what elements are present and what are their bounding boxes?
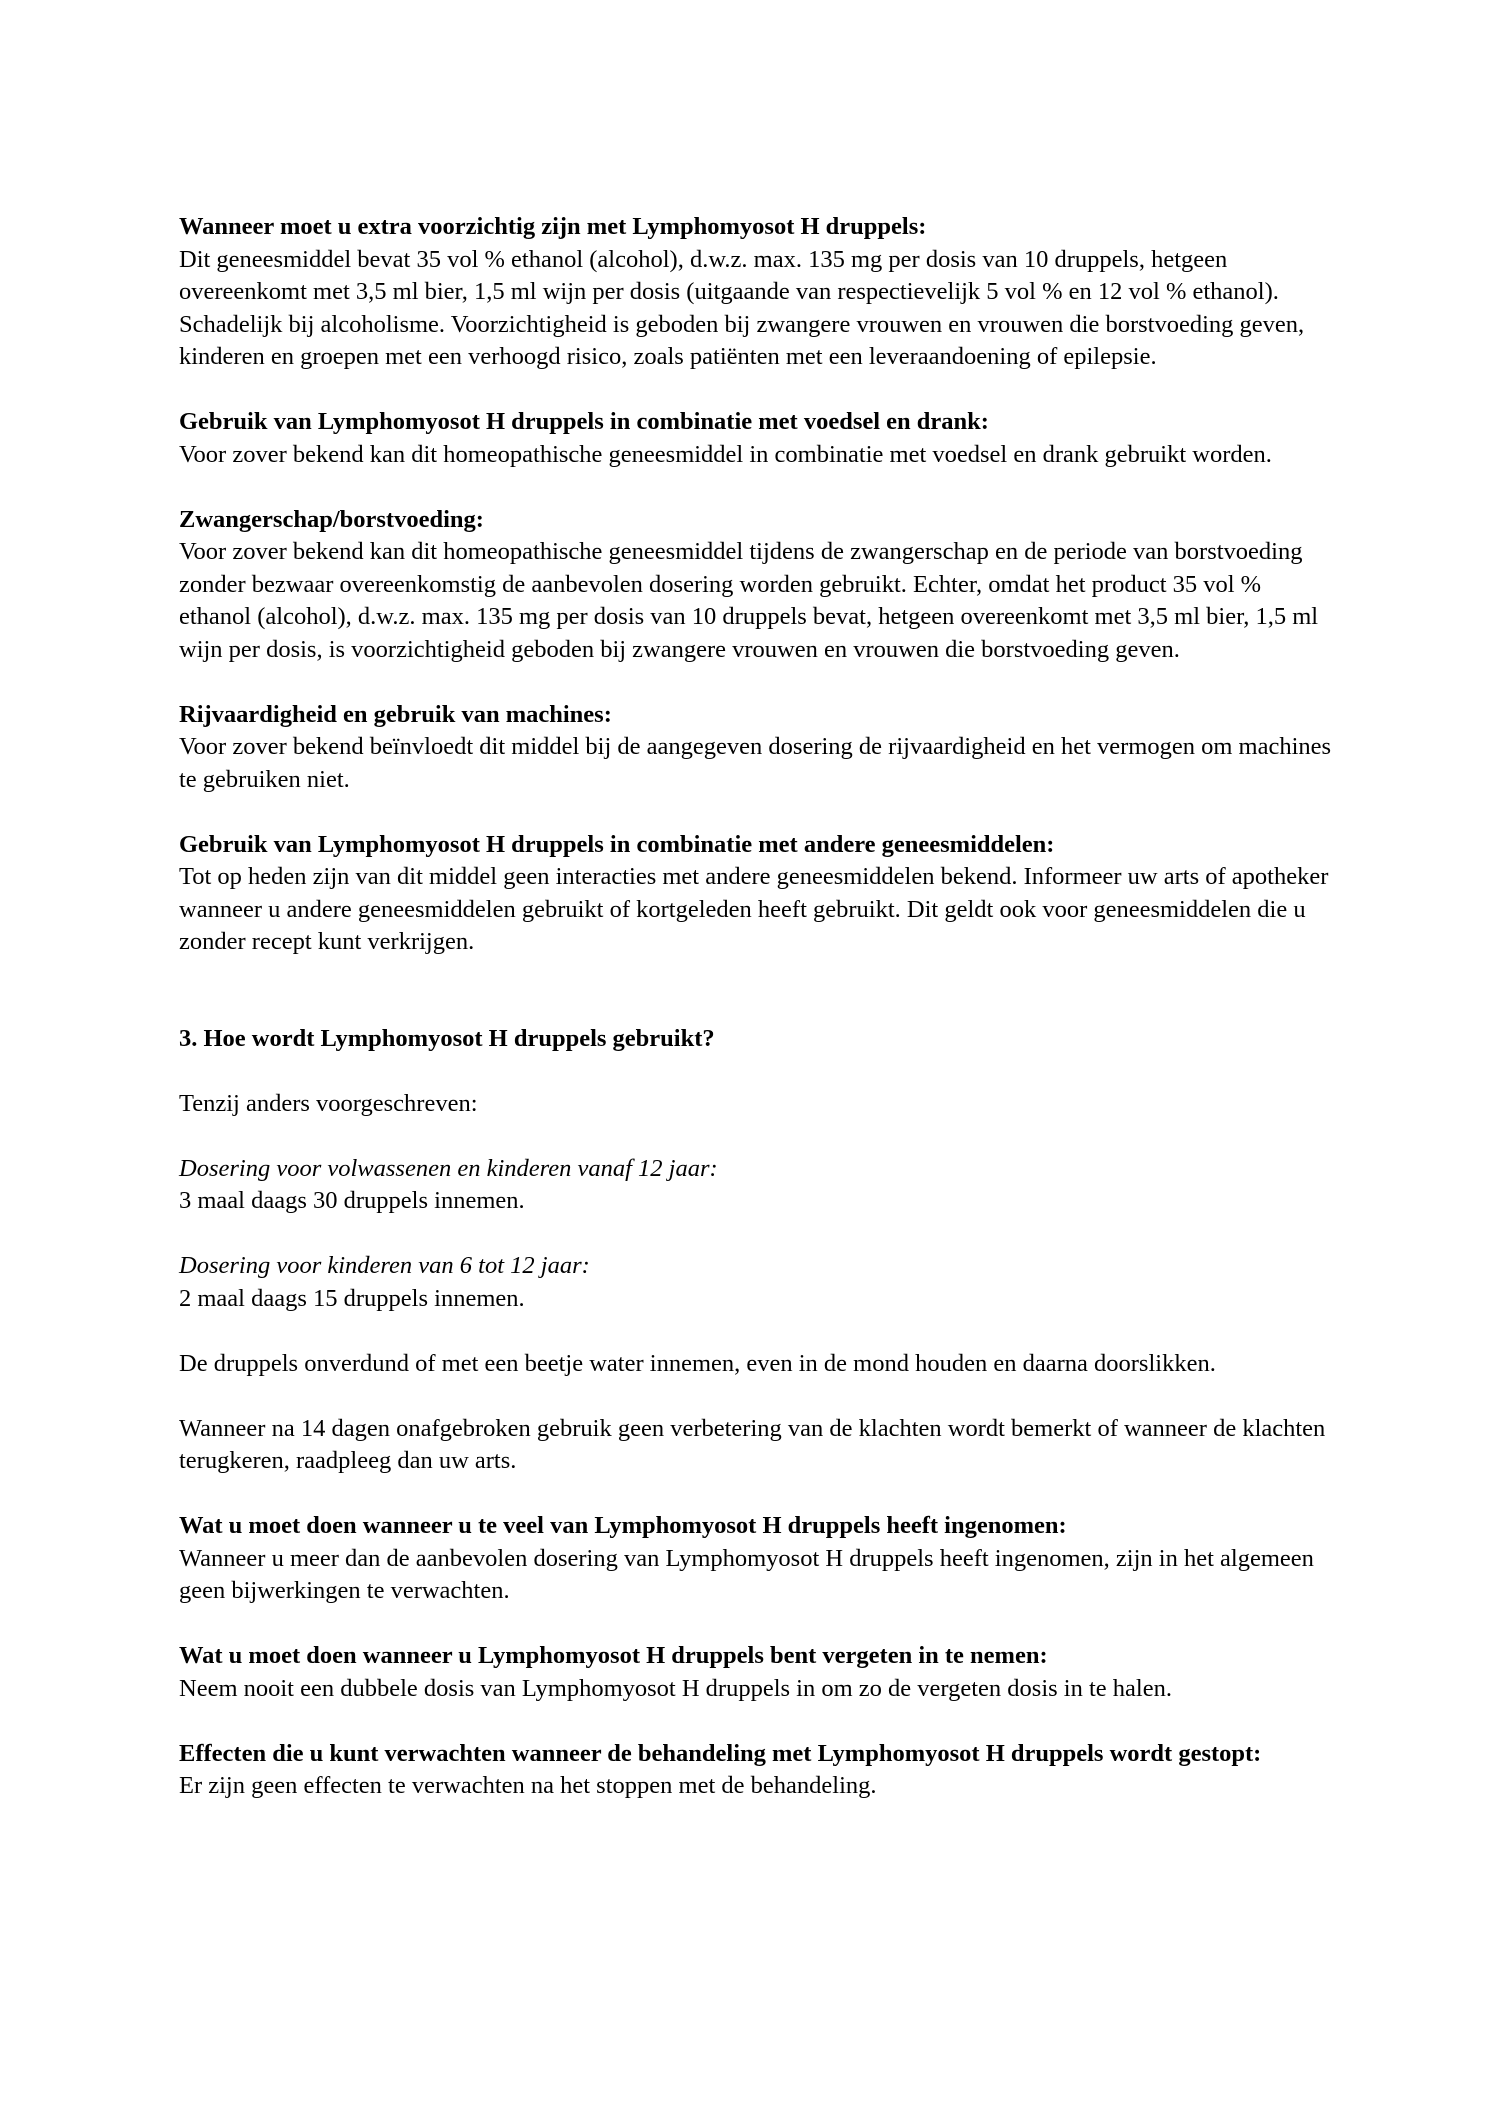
intake-instructions: [179, 1348, 1339, 1381]
dosing-label: Dosering voor volwassenen en kinderen vanaf 12 jaar:: [179, 1154, 718, 1182]
dosing-adults: [179, 1153, 1339, 1218]
dosing-label: Dosering voor kinderen van 6 tot 12 jaar:: [179, 1252, 590, 1279]
section-body: Voor zover bekend kan dit homeopathische geneesmiddel tijdens de zwangerschap en de periode van borstvoeding zonder bezwaar overeenkomstig de aanbevolen dosering worden gebruikt. Echter, omdat het product 35 vol % ethanol (alcohol), d.w.z. max. 135 mg per dosis van 10 druppels bevat, hetgeen overeenkomt met 3,5 ml bier, 1,5 ml wijn per dosis, is voorzichtigheid geboden bij zwangere vrouwen en vrouwen die borstvoeding geven.: [179, 538, 1319, 663]
section-body: Er zijn geen effecten te verwachten na het stoppen met de behandeling.: [179, 1772, 877, 1799]
document-page: [179, 211, 1339, 1835]
dosing-value: 3 maal daags 30 druppels innemen.: [179, 1187, 525, 1214]
section-body: Dit geneesmiddel bevat 35 vol % ethanol (alcohol), d.w.z. max. 135 mg per dosis van 10 druppels, hetgeen overeenkomt met 3,5 ml bier, 1,5 ml wijn per dosis (uitgaande van respectievelijk 5 vol % en 12 vol % ethanol). Schadelijk bij alcoholisme. Voorzichtigheid is geboden bij zwangere vrouwen en vrouwen die borstvoeding geven, kinderen en groepen met een verhoogd risico, zoals patiënten met een leveraandoening of epilepsie.: [179, 245, 1305, 370]
warning-text: Wanneer na 14 dagen onafgebroken gebruik geen verbetering van de klachten wordt bemerkt of wanneer de klachten terugkeren, raadpleeg dan uw arts.: [179, 1414, 1326, 1474]
chapter-intro: [179, 1088, 1339, 1121]
section-body: Tot op heden zijn van dit middel geen interacties met andere geneesmiddelen bekend. Informeer uw arts of apotheker wanneer u andere geneesmiddelen gebruikt of kortgeleden heeft gebruikt. Dit geldt ook voor geneesmiddelen die u zonder recept kunt verkrijgen.: [179, 863, 1329, 955]
section-missed-dose: [179, 1640, 1339, 1705]
section-interactions: [179, 829, 1339, 959]
consult-warning: [179, 1413, 1339, 1478]
instructions-text: De druppels onverdund of met een beetje water innemen, even in de mond houden en daarna doorslikken.: [179, 1349, 1216, 1377]
section-stopping: [179, 1738, 1339, 1803]
section-heading: Gebruik van Lymphomyosot H druppels in combinatie met andere geneesmiddelen:: [179, 830, 1055, 858]
section-heading: Zwangerschap/borstvoeding:: [179, 505, 484, 533]
section-body: Wanneer u meer dan de aanbevolen dosering van Lymphomyosot H druppels heeft ingenomen, zijn in het algemeen geen bijwerkingen te verwachten.: [179, 1544, 1314, 1604]
section-heading: Wat u moet doen wanneer u te veel van Lymphomyosot H druppels heeft ingenomen:: [179, 1512, 1067, 1539]
section-driving: [179, 699, 1339, 797]
section-heading: Wanneer moet u extra voorzichtig zijn met Lymphomyosot H druppels:: [179, 213, 927, 240]
section-heading: Wat u moet doen wanneer u Lymphomyosot H druppels bent vergeten in te nemen:: [179, 1642, 1048, 1669]
section-body: Voor zover bekend kan dit homeopathische geneesmiddel in combinatie met voedsel en drank gebruikt worden.: [179, 440, 1272, 468]
section-heading: Effecten die u kunt verwachten wanneer de behandeling met Lymphomyosot H druppels wordt gestopt:: [179, 1739, 1262, 1767]
section-pregnancy: [179, 504, 1339, 667]
chapter-title: 3. Hoe wordt Lymphomyosot H druppels gebruikt?: [179, 1024, 715, 1052]
section-heading: Gebruik van Lymphomyosot H druppels in combinatie met voedsel en drank:: [179, 408, 989, 435]
section-overdose: [179, 1510, 1339, 1608]
section-body: Voor zover bekend beïnvloedt dit middel bij de aangegeven dosering de rijvaardigheid en het vermogen om machines te gebruiken niet.: [179, 733, 1332, 793]
section-caution: [179, 211, 1339, 374]
section-food-drink: [179, 406, 1339, 471]
section-heading: Rijvaardigheid en gebruik van machines:: [179, 700, 612, 728]
intro-text: Tenzij anders voorgeschreven:: [179, 1089, 478, 1117]
dosing-value: 2 maal daags 15 druppels innemen.: [179, 1284, 525, 1312]
dosing-children: [179, 1250, 1339, 1315]
section-body: Neem nooit een dubbele dosis van Lymphomyosot H druppels in om zo de vergeten dosis in te halen.: [179, 1674, 1172, 1702]
